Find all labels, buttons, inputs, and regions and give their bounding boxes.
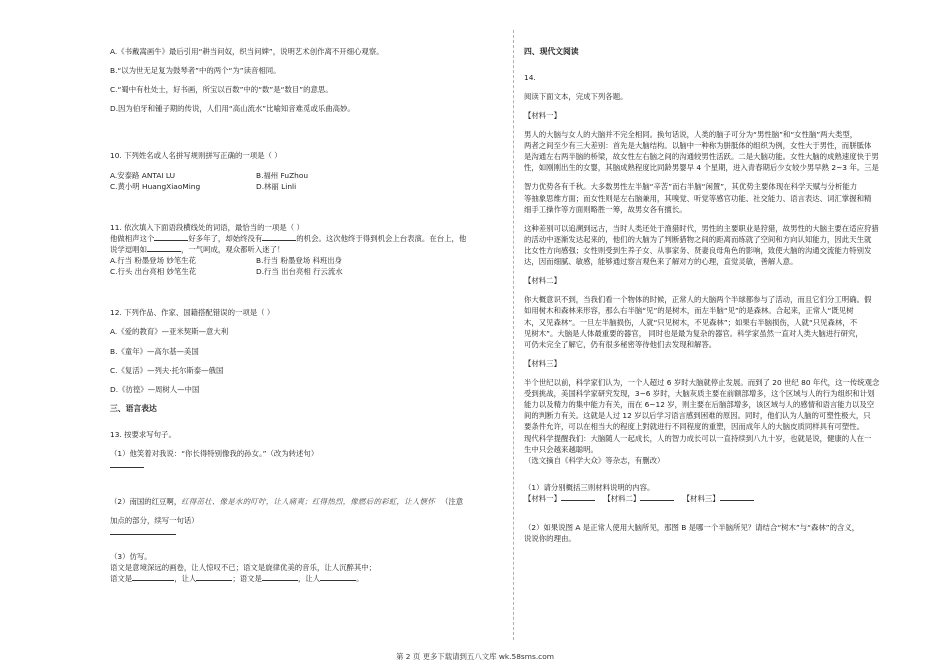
q9-option-b: B.“以为世无足复为鼓琴者”中的两个“为”读音相同。	[110, 66, 281, 76]
q13-stem: 13. 按要求写句子。	[110, 429, 176, 439]
q10-option-c: C.黄小明 HuangXiaoMing	[110, 181, 201, 191]
q9-option-c: C.“蜀中有杜处士，好书画，所宝以百数”中的“数”是“数目”的意思。	[110, 85, 333, 95]
material-1-line: 男人的大脑与女人的大脑并不完全相同。换句话说，人类的脑子可分为“男性脑”和“女性脑”两大类型，	[524, 130, 858, 140]
left-column	[110, 46, 505, 584]
q11-passage-line2: 说学逗唱如 ，一气呵成，观众都听入迷了！	[110, 244, 285, 254]
section-4-heading: 四、现代文阅读	[524, 47, 579, 56]
material-3-answer-blank[interactable]	[720, 493, 754, 501]
material-2-line: 如用树木和森林来形容，那么右半脑“见”的是树木，而左半脑“见”的是森林。合起来，正常人“既见树	[524, 306, 854, 316]
q11-stem: 11. 依次填入下面语段横线处的词语，最恰当的一项是（ ）	[110, 222, 304, 232]
q13-part3-example: 语文是意境深远的画卷，让人惊叹不已；语文是旋律优美的音乐，让人沉醉其中；	[110, 563, 377, 573]
material-1-line: 是沟通左右两半脑的桥梁，故女性左右脑之间的沟通较男性活跃。二是大脑功能。女性大脑的成熟速度快于男	[524, 152, 879, 162]
material-1-line: 这种差别可以追溯到远古，当时人类还处于渔猎时代，男性的主要职业是狩猎，故男性的大脑主要在适应狩猎	[524, 223, 879, 233]
material-3-line: 要条件允许，可以在相当大的程度上對就进行不同程度的重塑，因而成年人的大脑皮质同样具有可塑性。	[524, 422, 864, 432]
q11-options-row2	[110, 266, 505, 277]
material-1-line: 等抽象思维方面；而女性则是左右脑兼用，其嗅觉、听觉等感官功能、社交能力、语言表达、词汇掌握和精	[524, 193, 872, 203]
q10-options-row1	[110, 170, 505, 181]
q13-part1: （1）他笑着对我说：“你长得特别像我的孙女。”（改为转述句）	[110, 448, 319, 458]
q14-sub2-continued: 说说你的理由。	[524, 534, 576, 544]
q12-option-d: D.《彷徨》—周树人—中国	[110, 384, 200, 394]
q14-sub2: （2）如果说图 A 是正常人使用大脑所见，那图 B 是哪一个半脑所见？请结合“树木”与“森林”的含义，	[524, 523, 860, 533]
q10-options-row2	[110, 181, 505, 192]
material-3-line: 现代科学提醒我们：大脑随人一起成长，人的智力成长可以一直持续到八九十岁，也就是说，健康的人在一	[524, 433, 872, 443]
q10-option-b: B.福州 FuZhou	[256, 170, 309, 180]
q12-option-a: A.《爱的教育》—亚米契斯—意大利	[110, 327, 229, 337]
right-column	[524, 46, 918, 544]
q13-part3-blank-1[interactable]	[132, 573, 174, 581]
q14-number: 14.	[524, 72, 536, 82]
q13-part2-note: 加点的部分，续写一句话）	[110, 515, 199, 525]
q13-part3-fill: 语文是 ，让人 ；语文是 ，让人 。	[110, 574, 364, 584]
material-1-line: 细手工操作等方面则略胜一筹，故男女各有擅长。	[524, 204, 687, 214]
material-2-title: 【材料二】	[524, 276, 561, 286]
q12-option-c: C.《复活》—列夫·托尔斯泰—俄国	[110, 365, 224, 375]
material-2-line: 木，又见森林”。一旦左半脑损伤，人就“只见树木，不见森林”；如果右半脑损伤，人就“只见森林，不	[524, 317, 858, 327]
q10-option-a: A.安泰路 ANTAI LU	[110, 170, 176, 180]
q13-handwritten-text: 红得茁壮、像是水的叮咛，让人痛爽；红得热烈，像燃后的彩虹，让人惬怀	[181, 496, 436, 506]
q11-options-row1	[110, 255, 505, 266]
q9-option-d: D.因为伯牙和锺子期的传说，人们用“高山流水”比喻知音难觅或乐曲高妙。	[110, 104, 355, 114]
q13-part3-blank-3[interactable]	[262, 573, 298, 581]
material-3-line: 受到挑战，美国科学家研究发现，3~6 岁时，大脑灰质主要在前额部增多，这个区域与人的行为组织和计划	[524, 389, 875, 399]
q13-part3-blank-2[interactable]	[196, 573, 232, 581]
q13-part2-answer-line[interactable]	[110, 526, 176, 535]
material-3-line: 生中只会越来越聪明。	[524, 444, 598, 454]
q11-blank-3	[147, 244, 181, 252]
q11-blank-2	[262, 233, 296, 241]
q14-intro: 阅读下面文本，完成下列各题。	[524, 91, 628, 101]
material-1-title: 【材料一】	[524, 110, 561, 120]
source-note: （选文摘自《科学大众》等杂志，有删改）	[524, 455, 665, 465]
column-divider	[513, 30, 514, 640]
q9-option-a: A.《书戴嵩画牛》最后引用“耕当问奴，织当问婢”，说明艺术创作离不开细心观察。	[110, 47, 384, 56]
material-1-line: 达，因而细腻、敏感，能够通过察言观色来了解对方的心理，直觉灵敏，善解人意。	[524, 257, 798, 267]
q11-option-a: A.行当 粉墨登场 妙笔生花	[110, 256, 196, 266]
material-1-line: 的活动中逐渐发达起来的，他们的大脑为了判断猎物之间的距离而练就了空间和方向认知能力，因此天生就	[524, 234, 872, 244]
material-1-line: 性，如刚刚出生的女婴，其脑成熟程度比同龄男婴早 4 个星期，进入青春期后少女较少男早熟 2~3 年。三是	[524, 163, 879, 173]
q11-passage-line1: 他做相声这个 好多年了，却始终没有 的机会。这次他终于得到机会上台表演。在台上，他	[110, 233, 467, 243]
q11-option-b: B.行当 粉墨登场 科班出身	[256, 256, 343, 266]
q11-option-d: D.行当 出台亮相 行云流水	[256, 267, 343, 277]
page-footer: 第 2 页 更多下载请到五八文库 wk.58sms.com	[396, 652, 554, 661]
material-2-line: 见树木”。大脑是人体最重要的器官， 同时也是最为复杂的器官。科学家虽然一直对人类大脑进行研究，	[524, 328, 863, 338]
material-2-line: 可仍未完全了解它，仍有很多秘密等待他们去发现和解答。	[524, 339, 717, 349]
material-3-line: 半个世纪以前，科学家们认为，一个人超过 6 岁时大脑就停止发展。而到了 20 世纪 80 年代，这一传统观念	[524, 377, 880, 387]
material-1-line: 两者之间至少有三大差别：首先是大脑结构。以脑中一种称为胼胝体的组织为例，女性大于男性，而胼胝体	[524, 141, 872, 151]
q10-stem: 10. 下列姓名或人名拼写规则拼写正确的一项是（ ）	[110, 151, 282, 161]
material-1-line: 智力优势各有千秋。大多数男性左半脑“辛苦”而右半脑“闲置”，其优势主要体现在科学天赋与分析能力	[524, 182, 858, 192]
material-1-line: 比女性方向感强；女性则受到生养子女、从事家务、贤妻良母角色的影响，致使大脑的沟通交流能力特别发	[524, 246, 872, 255]
q13-part3: （3）仿写。	[110, 551, 152, 561]
q10-option-d: D.林丽 Linli	[256, 181, 297, 191]
q14-sub1: （1）请分别概括三则材料说明的内容。	[524, 482, 655, 492]
q14-sub1-answers: 【材料一】 【材料二】 【材料三】	[524, 493, 918, 504]
material-3-line: 间的判断力有关。这就是人过 12 岁以后学习语言感到困难的原因。同时，他们认为人脑的可塑性极大，只	[524, 411, 871, 421]
q11-option-c: C.行头 出台亮相 妙笔生花	[110, 267, 197, 277]
q12-stem: 12. 下列作品、作家、国籍搭配错误的一项是（ ）	[110, 308, 275, 318]
section-3-heading: 三、语言表达	[110, 403, 157, 413]
q13-part2: （2）南国的红豆啊，红得茁壮、像是水的叮咛，让人痛爽；红得热烈，像燃后的彩虹，让人惬怀 （注意	[110, 496, 464, 506]
material-1-answer-blank[interactable]	[561, 493, 595, 501]
q11-blank-1	[154, 233, 188, 241]
material-2-answer-blank[interactable]	[640, 493, 674, 501]
material-3-line: 能力以及精力的集中能力有关，而在 6~12 岁，则主要在后脑部增多，该区域与人的感情和语言能力以及空	[524, 400, 875, 410]
q13-part1-answer-line[interactable]	[110, 459, 144, 468]
material-3-title: 【材料三】	[524, 358, 561, 368]
material-2-line: 你大概意识不到，当我们看一个物体的时候，正常人的大脑两个半球都参与了活动，而且它们分工明确。假	[524, 295, 872, 305]
q13-part3-blank-4[interactable]	[320, 573, 356, 581]
q12-option-b: B.《童年》—高尔基—美国	[110, 346, 199, 356]
